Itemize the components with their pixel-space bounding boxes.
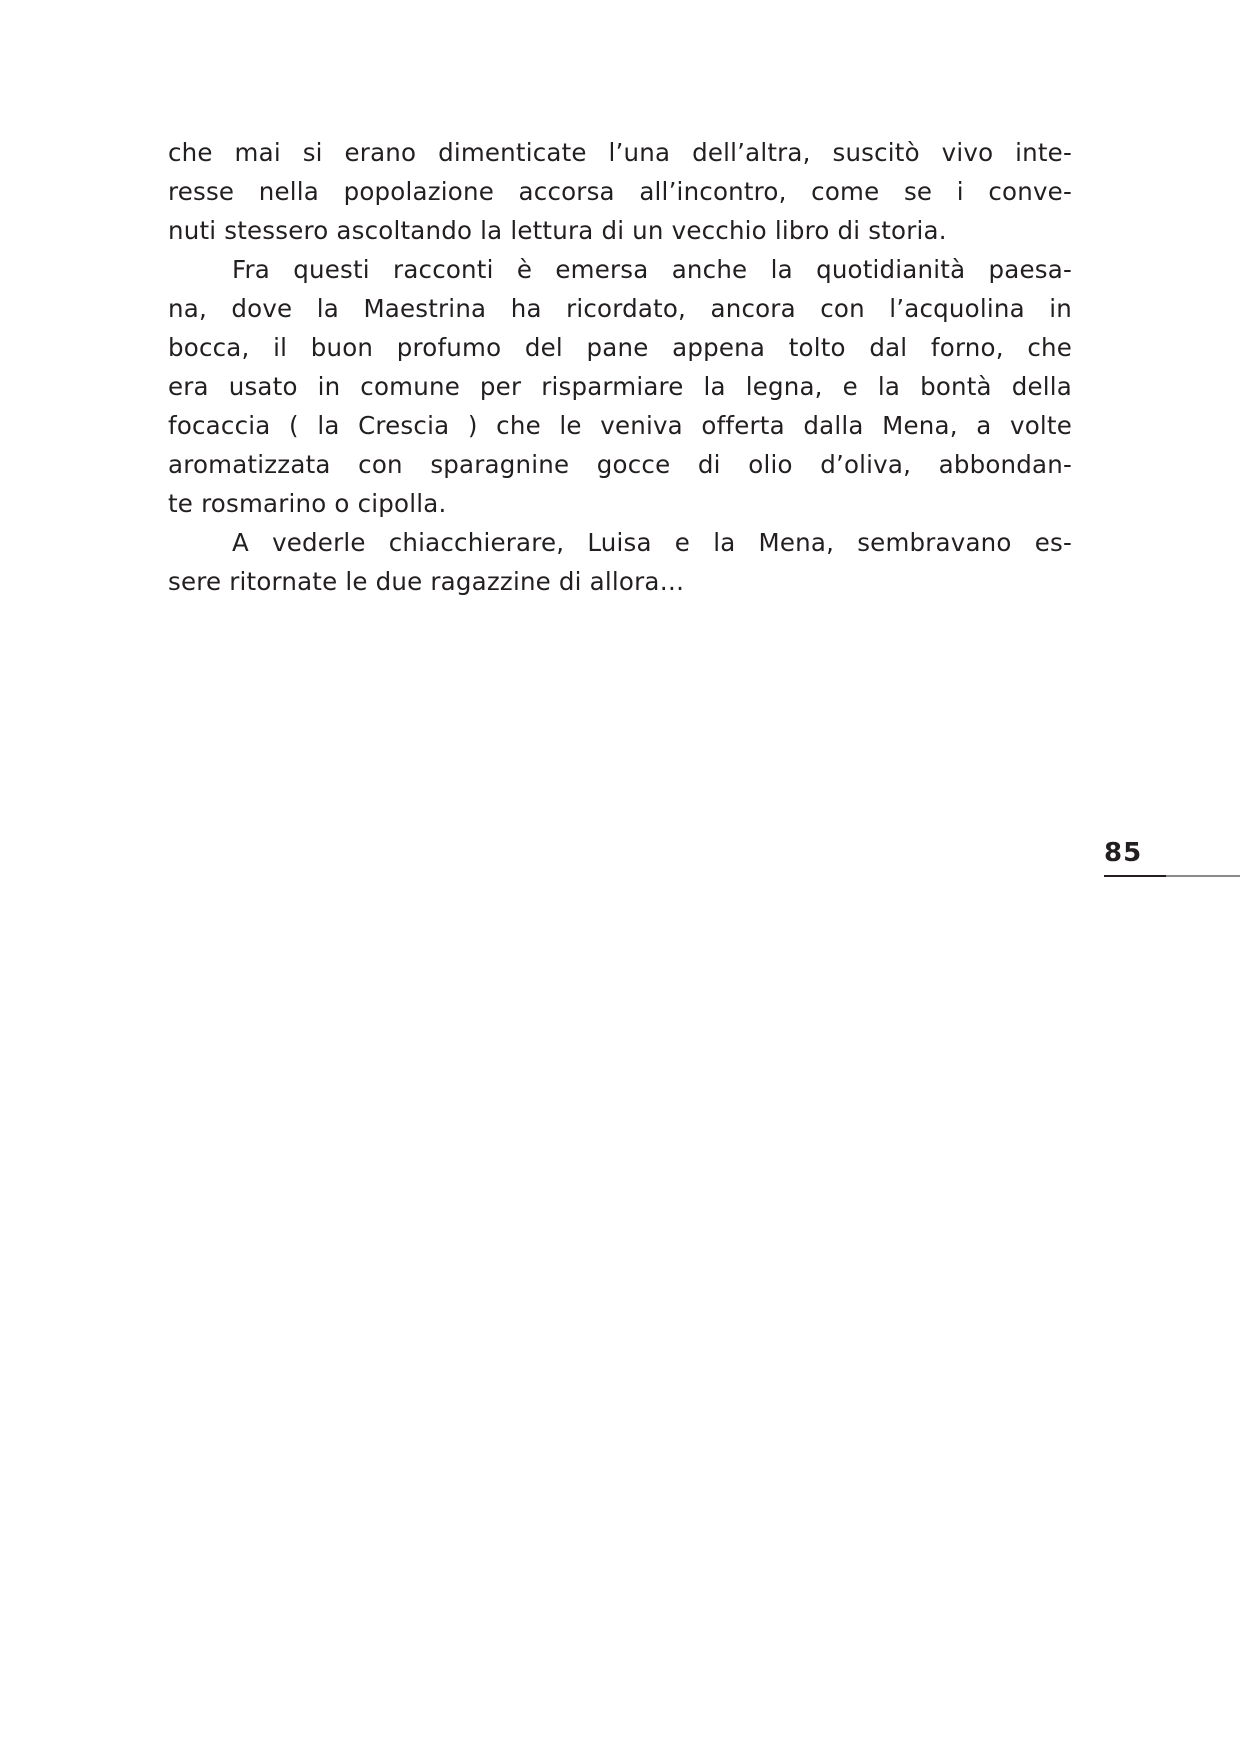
page-number: 85 [1104,838,1143,868]
text-line: che mai si erano dimenticate l’una dell’altra, suscitò vivo inte- [168,138,1072,167]
text-line: bocca, il buon profumo del pane appena tolto dal forno, che [168,333,1072,362]
text-line: A vederle chiacchierare, Luisa e la Mena, sembravano es- [232,528,1072,557]
text-line: era usato in comune per risparmiare la legna, e la bontà della [168,372,1072,401]
text-line: sere ritornate le due ragazzine di allora… [168,567,685,596]
text-line: Fra questi racconti è emersa anche la quotidianità paesa- [232,255,1072,284]
page-number-rule-extension [1166,875,1240,877]
text-line: resse nella popolazione accorsa all’incontro, come se i conve- [168,177,1072,206]
page-number-rule [1104,875,1166,877]
body-text [168,133,1072,601]
text-line: te rosmarino o cipolla. [168,489,447,518]
text-line: na, dove la Maestrina ha ricordato, ancora con l’acquolina in [168,294,1072,323]
text-line: aromatizzata con sparagnine gocce di olio d’oliva, abbondan- [168,450,1072,479]
text-line: focaccia ( la Crescia ) che le veniva offerta dalla Mena, a volte [168,411,1072,440]
text-line: nuti stessero ascoltando la lettura di un vecchio libro di storia. [168,216,947,245]
